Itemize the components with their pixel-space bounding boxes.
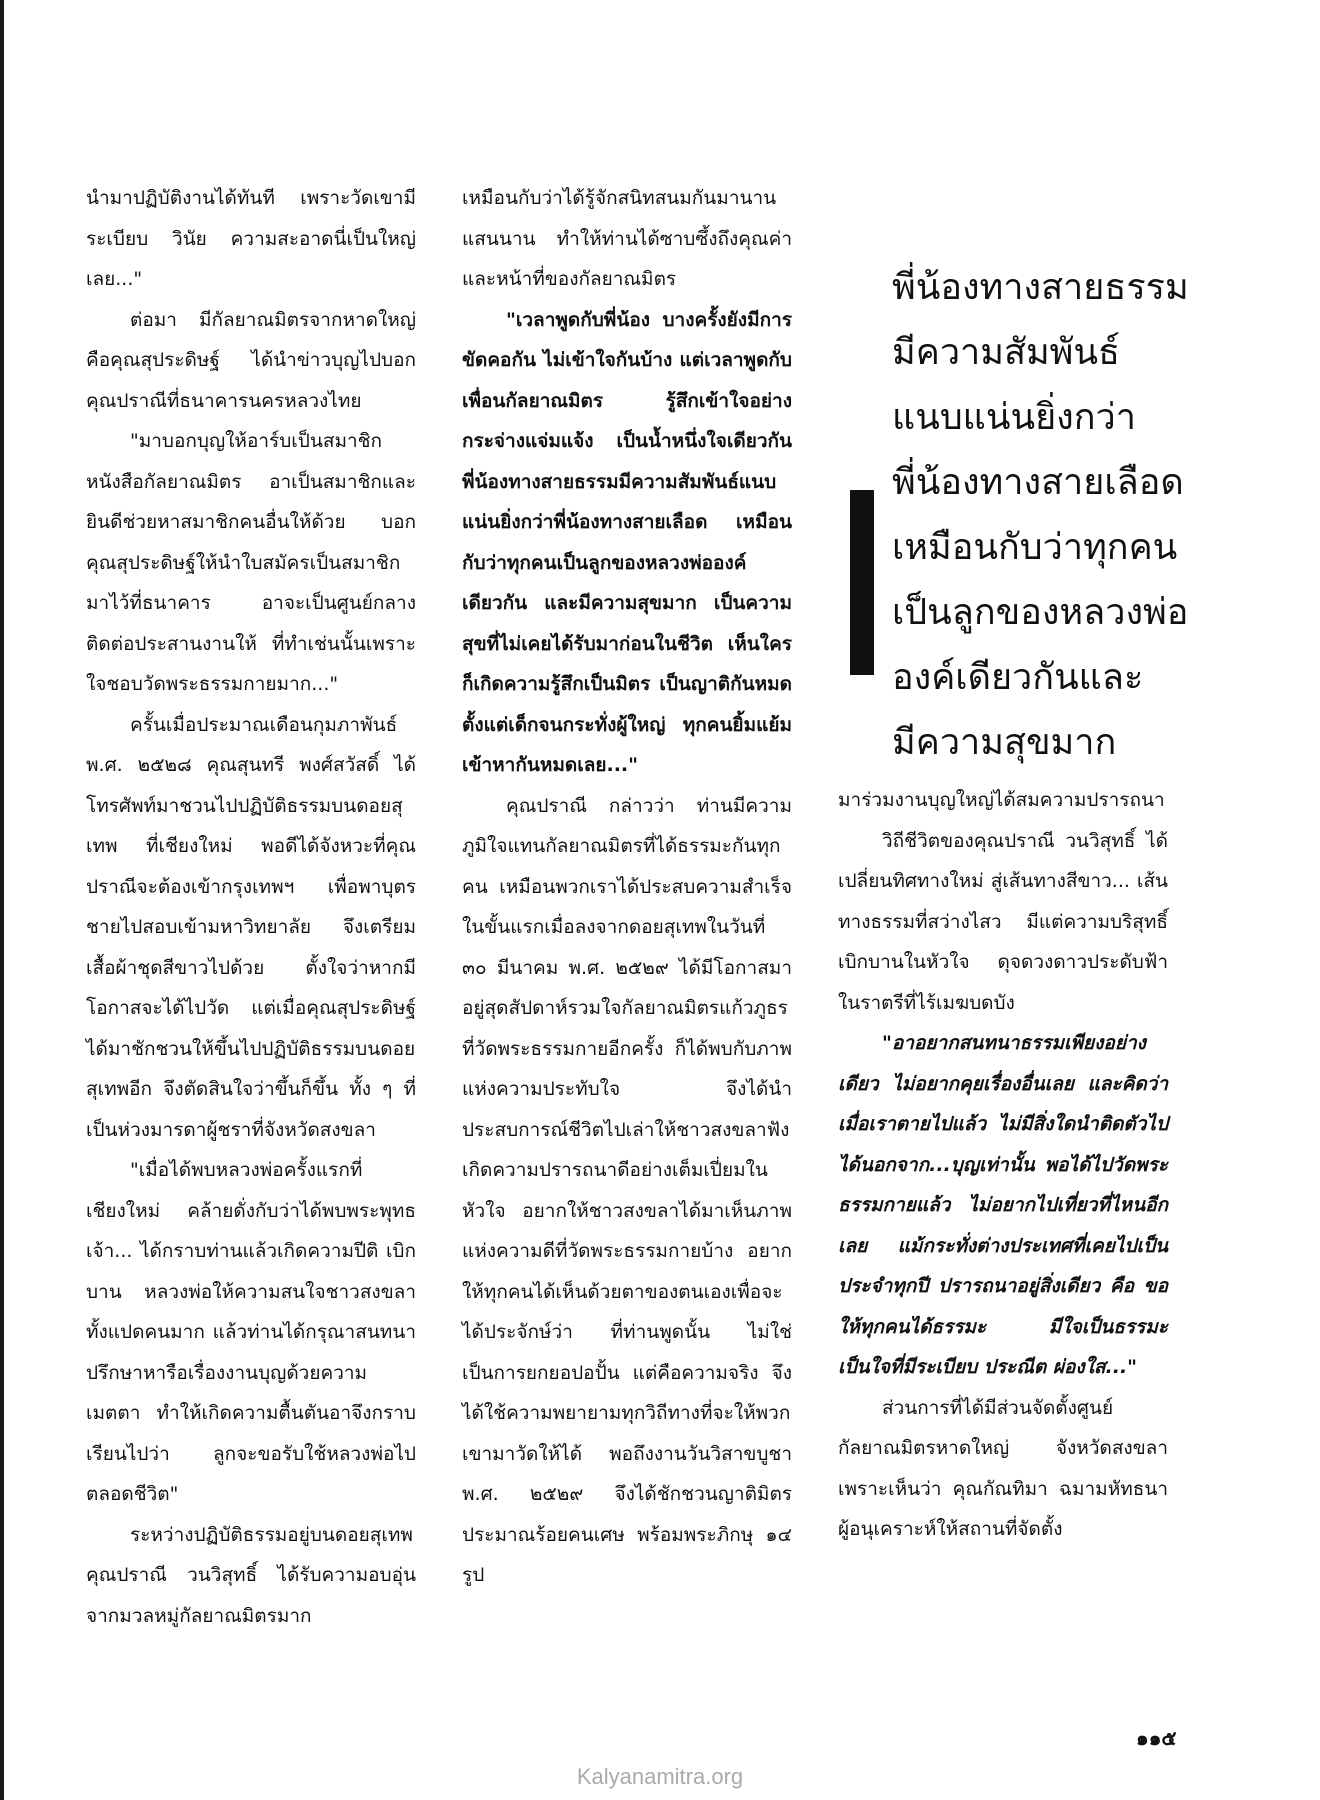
pull-quote-line: มีความสุขมาก [892, 722, 1117, 763]
pull-quote-bar [850, 490, 874, 675]
paragraph: มาร่วมงานบุญใหญ่ได้สมความปรารถนา [838, 789, 1165, 811]
paragraph: เหมือนกับว่าได้รู้จักสนิทสนมกันมานานแสนนาน ทำให้ท่านได้ซาบซึ้งถึงคุณค่าและหน้าที่ของกัลยาณมิตร [462, 187, 792, 290]
watermark: Kalyanamitra.org [576, 1764, 744, 1789]
paragraph: นำมาปฏิบัติงานได้ทันที เพราะวัดเขามีระเบียบ วินัย ความสะอาดนี่เป็นใหญ่เลย..." [86, 187, 416, 290]
pull-quote-line: แนบแน่นยิ่งกว่า [892, 397, 1136, 438]
pull-quote-line: องค์เดียวกันและ [892, 657, 1144, 698]
pull-quote [892, 255, 1192, 775]
paragraph: คุณปราณี กล่าวว่า ท่านมีความภูมิใจแทนกัลยาณมิตรที่ได้ธรรมะกันทุกคน เหมือนพวกเราได้ประสบความสำเร็จ ในขั้นแรกเมื่อลงจากดอยสุเทพในวันที่ ๓๐ มีนาคม พ.ศ. ๒๕๒๙ ได้มีโอกาสมาอยู่สุดสัปดาห์รวมใจกัลยาณมิตรแก้วภูธรที่วัดพระธรรมกายอีกครั้ง ก็ได้พบกับภาพแห่งความประทับใจ จึงได้นำประสบการณ์ชีวิตไปเล่าให้ชาวสงขลาฟัง เกิดความปรารถนาดีอย่างเต็มเปี่ยมในหัวใจ อยากให้ชาวสงขลาได้มาเห็นภาพแห่งความดีที่วัดพระธรรมกายบ้าง อยากให้ทุกคนได้เห็นด้วยตาของตนเองเพื่อจะได้ประจักษ์ว่า ที่ท่านพูดนั้น ไม่ใช่เป็นการยกยอปอปั้น แต่คือความจริง จึงได้ใช้ความพยายามทุกวิถีทางที่จะให้พวกเขามาวัดให้ได้ พอถึงงานวันวิสาขบูชา พ.ศ. ๒๕๒๙ จึงได้ชักชวนญาติมิตรประมาณร้อยคนเศษ พร้อมพระภิกษุ ๑๔ รูป [462, 794, 792, 1586]
pull-quote-line: มีความสัมพันธ์ [892, 332, 1120, 373]
paragraph: "มาบอกบุญให้อาร์บเป็นสมาชิกหนังสือกัลยาณมิตร อาเป็นสมาชิกและยินดีช่วยหาสมาชิกคนอื่นให้ด้วย บอกคุณสุประดิษฐ์ให้นำใบสมัครเป็นสมาชิกมาไว้ที่ธนาคาร อาจะเป็นศูนย์กลางติดต่อประสานงานให้ ที่ทำเช่นนั้นเพราะใจชอบวัดพระธรรมกายมาก..." [86, 430, 416, 695]
quote-paragraph: "อาอยากสนทนาธรรมเพียงอย่างเดียว ไม่อยากคุยเรื่องอื่นเลย และคิดว่า เมื่อเราตายไปแล้ว ไม่มีสิ่งใดนำติดตัวไปได้นอกจาก...บุญเท่านั้น พอได้ไปวัดพระธรรมกายแล้ว ไม่อยากไปเที่ยวที่ไหนอีกเลย แม้กระทั่งต่างประเทศที่เคยไปเป็นประจำทุกปี ปรารถนาอยู่สิ่งเดียว คือ ขอให้ทุกคนได้ธรรมะ มีใจเป็นธรรมะ เป็นใจที่มีระเบียบ ประณีต ผ่องใส..." [838, 1032, 1168, 1378]
paragraph: ครั้นเมื่อประมาณเดือนกุมภาพันธ์ พ.ศ. ๒๕๒๘ คุณสุนทรี พงศ์สวัสดิ์ ได้โทรศัพท์มาชวนไปปฏิบัติธรรมบนดอยสุเทพ ที่เชียงใหม่ พอดีได้จังหวะที่คุณปราณีจะต้องเข้ากรุงเทพฯ เพื่อพาบุตรชายไปสอบเข้ามหาวิทยาลัย จึงเตรียมเสื้อผ้าชุดสีขาวไปด้วย ตั้งใจว่าหากมีโอกาสจะได้ไปวัด แต่เมื่อคุณสุประดิษฐ์ได้มาชักชวนให้ขึ้นไปปฏิบัติธรรมบนดอยสุเทพอีก จึงตัดสินใจว่าขึ้นก็ขึ้น ทั้ง ๆ ที่เป็นห่วงมารดาผู้ชราที่จังหวัดสงขลา [86, 713, 416, 1141]
paragraph: ระหว่างปฏิบัติธรรมอยู่บนดอยสุเทพ คุณปราณี วนวิสุทธิ์ ได้รับความอบอุ่นจากมวลหมู่กัลยาณมิตรมาก [86, 1523, 416, 1627]
pull-quote-line: พี่น้องทางสายเลือด [892, 462, 1184, 503]
paragraph: "เมื่อได้พบหลวงพ่อครั้งแรกที่เชียงใหม่ คล้ายดั่งกับว่าได้พบพระพุทธเจ้า... ได้กราบท่านแล้วเกิดความปีติ เบิกบาน หลวงพ่อให้ความสนใจชาวสงขลาทั้งแปดคนมาก แล้วท่านได้กรุณาสนทนาปรึกษาหารือเรื่องงานบุญด้วยความเมตตา ทำให้เกิดความตื้นตันอาจึงกราบเรียนไปว่า ลูกจะขอรับใช้หลวงพ่อไปตลอดชีวิต" [86, 1159, 416, 1505]
text-column-3 [838, 780, 1168, 1550]
quote-paragraph: "เวลาพูดกับพี่น้อง บางครั้งยังมีการขัดคอกัน ไม่เข้าใจกันบ้าง แต่เวลาพูดกับเพื่อนกัลยาณมิตร รู้สึกเข้าใจอย่างกระจ่างแจ่มแจ้ง เป็นน้ำหนึ่งใจเดียวกัน พี่น้องทางสายธรรมมีความสัมพันธ์แนบแน่นยิ่งกว่าพี่น้องทางสายเลือด เหมือนกับว่าทุกคนเป็นลูกของหลวงพ่อองค์เดียวกัน และมีความสุขมาก เป็นความสุขที่ไม่เคยได้รับมาก่อนในชีวิต เห็นใครก็เกิดความรู้สึกเป็นมิตร เป็นญาติกันหมด ตั้งแต่เด็กจนกระทั่งผู้ใหญ่ ทุกคนยิ้มแย้มเข้าหากันหมดเลย..." [462, 308, 792, 776]
paragraph: ส่วนการที่ได้มีส่วนจัดตั้งศูนย์กัลยาณมิตรหาดใหญ่ จังหวัดสงขลา เพราะเห็นว่า คุณกัณทิมา ฉมามหัทธนา ผู้อนุเคราะห์ให้สถานที่จัดตั้ง [838, 1396, 1168, 1540]
page-number: ๑๑๕ [1136, 1726, 1177, 1750]
text-column-1 [86, 178, 416, 1636]
paragraph: วิถีชีวิตของคุณปราณี วนวิสุทธิ์ ได้เปลี่ยนทิศทางใหม่ สู่เส้นทางสีขาว... เส้นทางธรรมที่สว่างไสว มีแต่ความบริสุทธิ์ เบิกบานในหัวใจ ดุจดวงดาวประดับฟ้าในราตรีที่ไร้เมฆบดบัง [838, 829, 1168, 1014]
text-column-2 [462, 178, 792, 1596]
paragraph: ต่อมา มีกัลยาณมิตรจากหาดใหญ่ คือคุณสุประดิษฐ์ ได้นำข่าวบุญไปบอกคุณปราณีที่ธนาคารนครหลวงไทย [86, 308, 416, 412]
pull-quote-line: เหมือนกับว่าทุกคน [892, 527, 1178, 568]
pull-quote-line: เป็นลูกของหลวงพ่อ [892, 592, 1189, 633]
page-edge-line [0, 0, 4, 1800]
pull-quote-line: พี่น้องทางสายธรรม [892, 267, 1189, 308]
